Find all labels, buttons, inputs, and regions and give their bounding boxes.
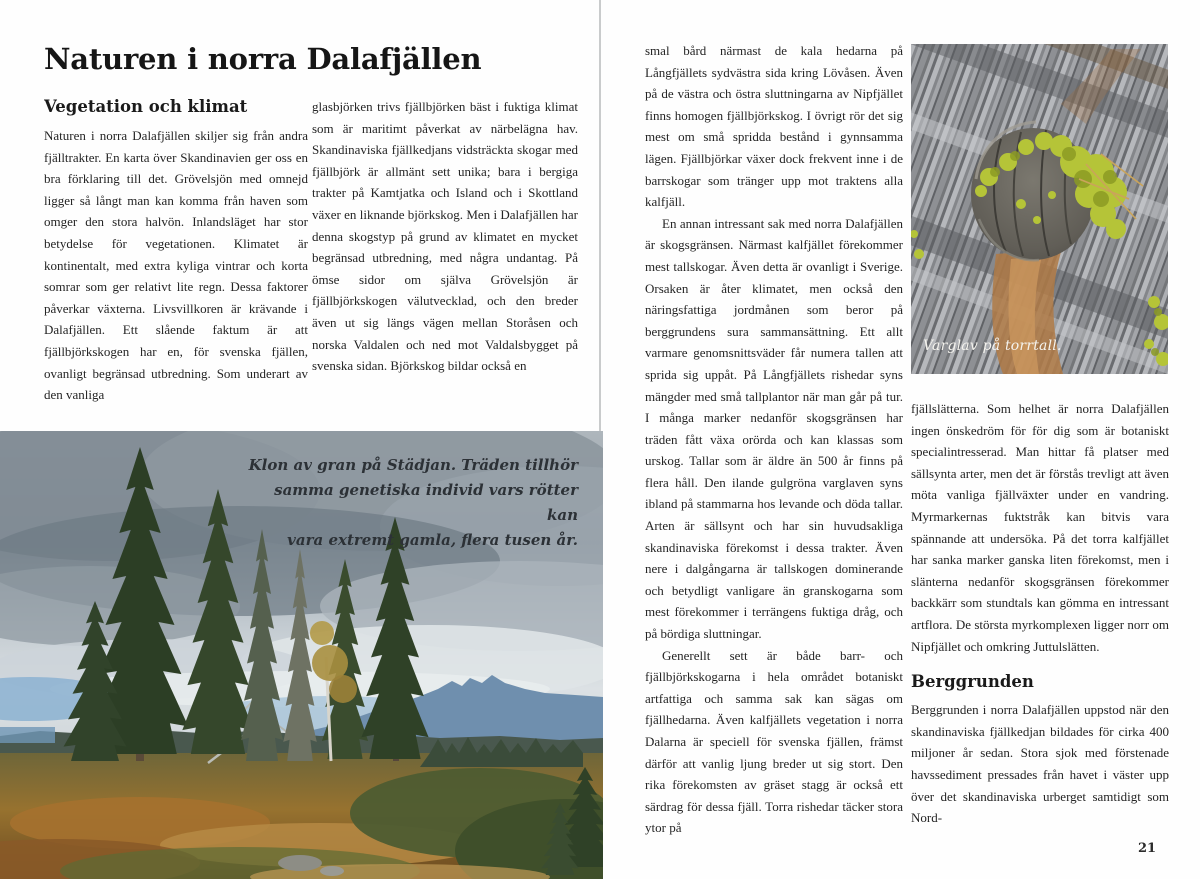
body-paragraph: fjällslätterna. Som helhet är norra Dalafjällen ingen önskedröm för för dig som är botaniskt specialintresserad. Man hittar få platser med sällsynta arter, men det är förstås trevligt att även möta vanliga fjällväxter under en vandring. Myrmarkernas fuktstråk kan bitvis vara spännande att undersöka. På det torra kalfjället har sanka marker ganska liten förekomst, men i slänterna nedanför skogsgränsen förekommer backkärr som stundtals kan gömma en intressant artflora. De största myrkomplexen ligger norr om Nipfjället och omkring Juttulslätten. xyxy=(911,401,1169,654)
left-column-2 xyxy=(312,96,578,416)
section-heading-vegetation: Vegetation och klimat xyxy=(44,97,248,116)
body-paragraph: Generellt sett är både barr- och fjällbjörkskogarna i hela området botaniskt artfattiga och samma sak kan sägas om fjällhedarna. Även kalfjällets vegetation i norra Dalarna är speciell för svenska fjällen, främst därför att vanlig ljung breder ut sig stort. Den rika förekomsten av gräset stagg är också ett särdrag för dessa fjäll. Torra rishedar täcker stora ytor på xyxy=(645,647,903,836)
body-paragraph: smal bård närmast de kala hedarna på Långfjällets sydvästra sida kring Lövåsen. Även på de västra och östra sluttningarna av Nipfjället finns homogen fjällbjörkskog. I övrigt rör det sig mest om små spridda bestånd i gynnsamma lägen. Fjällbjörkar växer dock frekvent inne i de barrskogar som tränger upp mot traktens alla kalfjäll. xyxy=(645,43,903,210)
section-heading-berggrunden: Berggrunden xyxy=(911,672,1034,692)
body-paragraph: Naturen i norra Dalafjällen skiljer sig från andra fjälltrakter. En karta över Skandinavien ger oss en bra förklaring till det. Grövelsjön med omnejd ligger så långt man kan komma från haven som omger den stora halvön. Inlandsläget har stor betydelse för vegetationen. Klimatet är kontinentalt, med extra kyliga vintrar och korta somrar som ger relativt lite regn. Dessa faktorer påverkar växterna. Livsvillkoren är krävande i Dalafjällen. Ett slående faktum är att fjällbjörkskogen har en, för svenska fjällen, ovanligt begränsad utbredning. Som underart av den vanliga xyxy=(44,128,308,403)
body-paragraph: glasbjörken trivs fjällbjörken bäst i fuktiga klimat som är maritimt påverkat av närbelägna hav. Skandinaviska fjällkedjans vidsträckta skogar med fjällbjörk är allmänt sett unika; bara i bergiga trakter på Kamtjatka och Island och i Skottland växer en liknande björkskog. Men i Dalafjällen har denna skogstyp på grund av klimatet en mycket begränsad utbredning, med några undantag. På ömse sidor om själva Grövelsjön är fjällbjörkskogen välutvecklad, och den breder även ut sig längs vägen mellan Storåsen och norska Valdalen och ned mot Valdalsbygget på svenska sidan. Björkskog bildar också en xyxy=(312,99,578,374)
right-column-2 xyxy=(911,44,1169,864)
photo-caption-right: Varglav på torrtall. xyxy=(923,338,1062,355)
left-column-1 xyxy=(44,96,308,416)
body-paragraph: Berggrunden i norra Dalafjällen uppstod när den skandinaviska fjällkedjan bildades för cirka 400 miljoner år sedan. Stora sjok med förstenade havssediment pressades från havet i väster upp över det skandinaviska urberget samtidigt som Nord- xyxy=(911,702,1169,826)
wolf-lichen-trunk-illustration xyxy=(911,44,1168,374)
page-number: 21 xyxy=(1138,841,1157,856)
page-gutter-line xyxy=(599,0,601,432)
lichen-trunk-photo xyxy=(911,44,1168,374)
body-paragraph: En annan intressant sak med norra Dalafjällen är skogsgränsen. Närmast kalfjället förekommer mest tallskogar. Även detta är ovanligt i Sverige. Orsaken är åter klimatet, men också den näringsfattiga jordmånen som beror på berggrundens sura sammansättning. Ett allt varmare genomsnittsväder får numera tallen att sprida sig uppåt. På Långfjällets rishedar syns mängder med små tallplantor när man går på tur. I många marker nedanför skogsgränsen har träden fått växa orörda och kan klassas som urskog. Tallar som är äldre än 500 år finns på flera håll. Den ilande gulgröna varglaven syns ibland på stammarna hos levande och döda tallar. Arten är sällsynt och har sin huvudsakliga skandinaviska förekomst i dessa trakter. Även nere i dalgångarna är tallskogen dominerande och betydligt vanligare än granskogarna som mest förekommer i terrängens fuktiga dråg, och på bördiga sluttningar. xyxy=(645,215,903,642)
caption-line: vara extremt gamla, flera tusen år. xyxy=(287,531,578,549)
landscape-photo xyxy=(0,431,603,879)
page-title: Naturen i norra Dalafjällen xyxy=(44,42,482,76)
right-column-1 xyxy=(645,40,903,852)
caption-line: samma genetiska individ vars rötter kan xyxy=(274,481,578,524)
photo-caption-left xyxy=(248,453,578,553)
caption-line: Klon av gran på Städjan. Träden tillhör xyxy=(248,456,578,474)
